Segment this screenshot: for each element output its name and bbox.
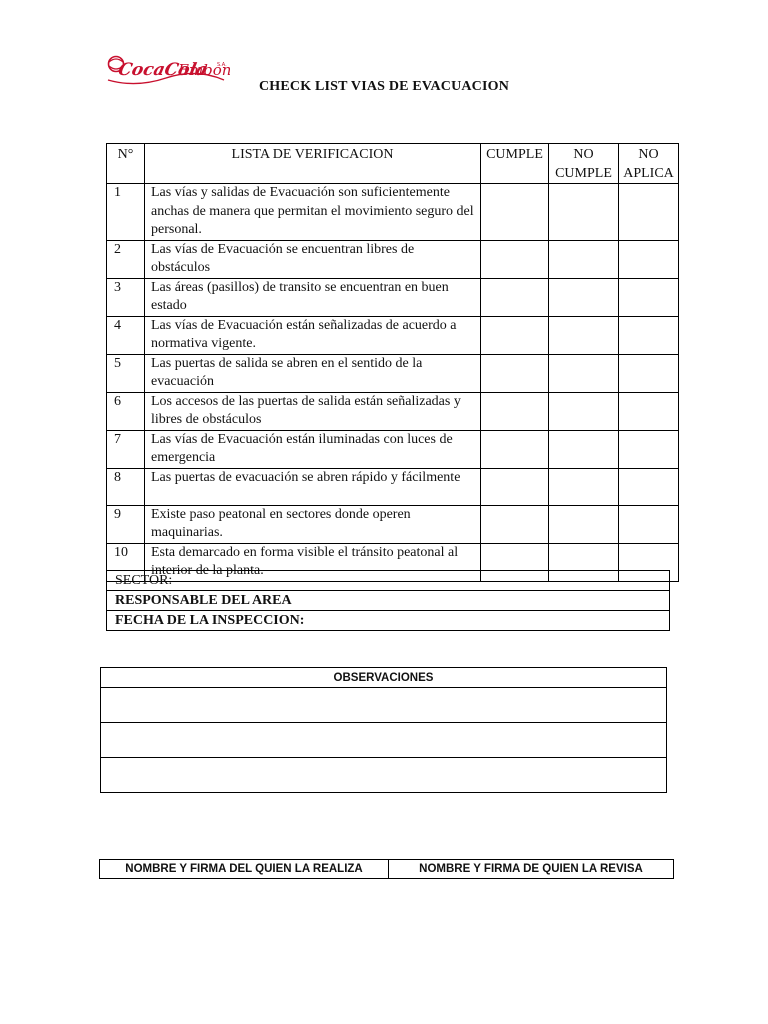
cumple-cell[interactable] xyxy=(481,430,549,468)
no-cumple-cell[interactable] xyxy=(549,184,619,241)
no-cumple-cell[interactable] xyxy=(549,354,619,392)
responsable-field[interactable]: RESPONSABLE DEL AREA xyxy=(107,591,670,611)
item-num: 5 xyxy=(107,354,145,392)
item-num: 2 xyxy=(107,240,145,278)
item-num: 1 xyxy=(107,184,145,241)
no-cumple-cell[interactable] xyxy=(549,240,619,278)
no-aplica-cell[interactable] xyxy=(619,184,679,241)
item-num: 10 xyxy=(107,543,145,581)
svg-text:Embonor: Embon xyxy=(178,61,230,79)
table-row xyxy=(107,392,679,430)
observacion-line[interactable] xyxy=(101,723,667,758)
svg-text:CocaCola: CocaCola xyxy=(116,60,210,80)
fecha-field[interactable]: FECHA DE LA INSPECCION: xyxy=(107,611,670,631)
item-text: Los accesos de las puertas de salida están señalizadas y libres de obstáculos xyxy=(145,392,481,430)
item-num: 4 xyxy=(107,316,145,354)
header-cumple: CUMPLE xyxy=(481,144,549,184)
no-cumple-cell[interactable] xyxy=(549,316,619,354)
checklist-table xyxy=(106,143,679,582)
cumple-cell[interactable] xyxy=(481,354,549,392)
no-aplica-cell[interactable] xyxy=(619,316,679,354)
header-list: LISTA DE VERIFICACION xyxy=(145,144,481,184)
header-num: N° xyxy=(107,144,145,184)
no-aplica-cell[interactable] xyxy=(619,354,679,392)
sector-field[interactable]: SECTOR: xyxy=(107,571,670,591)
cumple-cell[interactable] xyxy=(481,184,549,241)
observaciones-title: OBSERVACIONES xyxy=(101,668,667,688)
table-row xyxy=(107,430,679,468)
item-num: 7 xyxy=(107,430,145,468)
item-text: Las vías y salidas de Evacuación son suficientemente anchas de manera que permitan el movimiento seguro del personal. xyxy=(145,184,481,241)
header-no-aplica: NO APLICA xyxy=(619,144,679,184)
observacion-line[interactable] xyxy=(101,758,667,793)
item-num: 3 xyxy=(107,278,145,316)
no-aplica-cell[interactable] xyxy=(619,278,679,316)
table-row xyxy=(107,505,679,543)
table-row xyxy=(107,468,679,505)
no-cumple-cell[interactable] xyxy=(549,430,619,468)
table-row xyxy=(107,184,679,241)
no-aplica-cell[interactable] xyxy=(619,240,679,278)
cumple-cell[interactable] xyxy=(481,278,549,316)
item-num: 8 xyxy=(107,468,145,505)
table-row xyxy=(107,240,679,278)
cumple-cell[interactable] xyxy=(481,505,549,543)
signature-realiza[interactable]: NOMBRE Y FIRMA DEL QUIEN LA REALIZA xyxy=(100,860,389,879)
no-aplica-cell[interactable] xyxy=(619,430,679,468)
item-text: Esta demarcado en forma visible el tránsito peatonal al interior de la planta. xyxy=(145,543,481,581)
table-row xyxy=(107,278,679,316)
item-text: Las áreas (pasillos) de transito se encuentran en buen estado xyxy=(145,278,481,316)
table-row xyxy=(107,354,679,392)
cumple-cell[interactable] xyxy=(481,392,549,430)
no-cumple-cell[interactable] xyxy=(549,505,619,543)
cumple-cell[interactable] xyxy=(481,240,549,278)
inspection-info-table xyxy=(106,570,670,631)
item-text: Las puertas de salida se abren en el sentido de la evacuación xyxy=(145,354,481,392)
no-aplica-cell[interactable] xyxy=(619,505,679,543)
svg-text:S.A.: S.A. xyxy=(217,62,227,68)
page-title: CHECK LIST VIAS DE EVACUACION xyxy=(258,79,510,94)
no-cumple-cell[interactable] xyxy=(549,392,619,430)
observaciones-table xyxy=(100,667,667,793)
no-cumple-cell[interactable] xyxy=(549,468,619,505)
item-text: Existe paso peatonal en sectores donde operen maquinarias. xyxy=(145,505,481,543)
item-text: Las puertas de evacuación se abren rápido y fácilmente xyxy=(145,468,481,505)
no-aplica-cell[interactable] xyxy=(619,468,679,505)
item-text: Las vías de Evacuación están señalizadas de acuerdo a normativa vigente. xyxy=(145,316,481,354)
no-aplica-cell[interactable] xyxy=(619,392,679,430)
no-cumple-cell[interactable] xyxy=(549,278,619,316)
cumple-cell[interactable] xyxy=(481,468,549,505)
table-row xyxy=(107,316,679,354)
item-text: Las vías de Evacuación se encuentran libres de obstáculos xyxy=(145,240,481,278)
signature-revisa[interactable]: NOMBRE Y FIRMA DE QUIEN LA REVISA xyxy=(389,860,674,879)
item-num: 9 xyxy=(107,505,145,543)
signature-table xyxy=(99,859,674,879)
item-text: Las vías de Evacuación están iluminadas con luces de emergencia xyxy=(145,430,481,468)
cumple-cell[interactable] xyxy=(481,316,549,354)
observacion-line[interactable] xyxy=(101,688,667,723)
header-no-cumple: NO CUMPLE xyxy=(549,144,619,184)
item-num: 6 xyxy=(107,392,145,430)
